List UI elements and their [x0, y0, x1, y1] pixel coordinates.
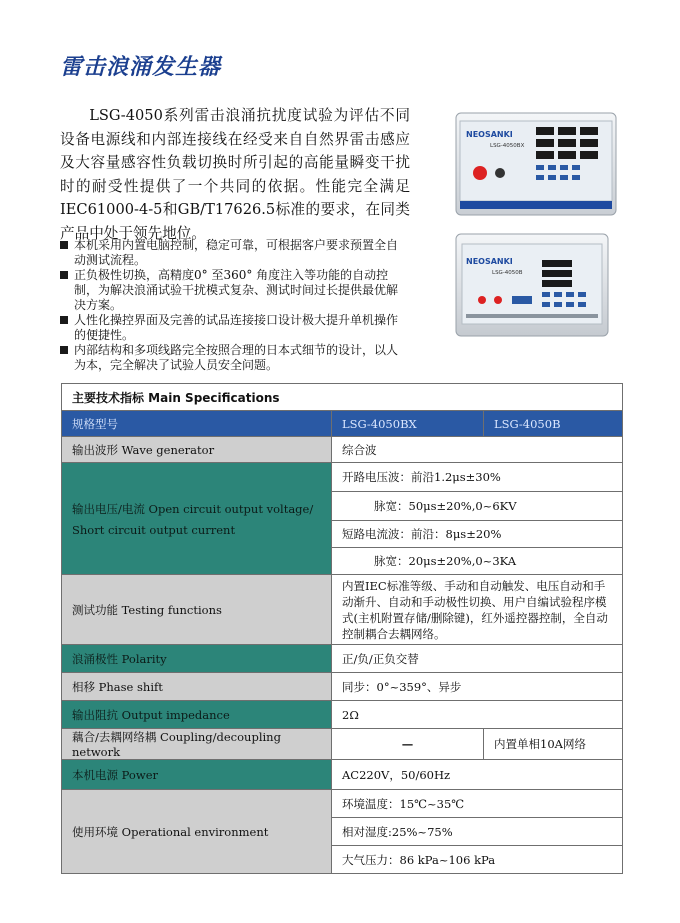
spec-table-header: 主要技术指标 Main Specifications — [62, 384, 623, 411]
phase-value: 同步：0°~359°、异步 — [332, 673, 623, 701]
cdn-value-bx: — — [332, 729, 484, 760]
output-label: 输出电压/电流 Open circuit output voltage/ Short circuit output current — [62, 463, 332, 575]
product-image-lsg-4050bx — [454, 111, 618, 221]
feature-item: 正负极性切换，高精度0° 至360° 角度注入等功能的自动控制，为解决浪涌试验干扰模式复杂、测试时间过长提供最优解决方案。 — [60, 268, 404, 313]
phase-label: 相移 Phase shift — [62, 673, 332, 701]
polarity-value: 正/负/正负交替 — [332, 645, 623, 673]
power-value: AC220V，50/60Hz — [332, 760, 623, 790]
wave-value: 综合波 — [332, 437, 623, 463]
product-brand-2: NEOSANKI — [466, 257, 513, 266]
environment-temp: 环境温度：15℃~35℃ — [332, 790, 623, 818]
polarity-label: 浪涌极性 Polarity — [62, 645, 332, 673]
bullet-square-icon — [60, 316, 68, 324]
impedance-value: 2Ω — [332, 701, 623, 729]
page-title: 雷击浪涌发生器 — [60, 55, 222, 80]
feature-item: 内部结构和多项线路完全按照合理的日本式细节的设计，以人为本，完全解决了试验人员安全问题。 — [60, 343, 404, 373]
feature-item: 人性化操控界面及完善的试品连接接口设计极大提升单机操作的便捷性。 — [60, 313, 404, 343]
product-image-lsg-4050b — [452, 230, 612, 340]
bullet-square-icon — [60, 271, 68, 279]
intro-paragraph: LSG-4050系列雷击浪涌抗扰度试验为评估不同设备电源线和内部连接线在经受来自自然界雷击感应及大容量感容性负载切换时所引起的高能量瞬变干扰时的耐受性提供了一个共同的依据。性能完全满足IEC61000-4-5和GB/T17626.5标准的要求，在同类产品中处于领先地位。 — [60, 107, 410, 242]
impedance-label: 输出阻抗 Output impedance — [62, 701, 332, 729]
model-bx: LSG-4050BX — [332, 411, 484, 437]
product-model-2: LSG-4050B — [492, 270, 523, 276]
cdn-label: 藕合/去耦网络耦 Coupling/decoupling network — [62, 729, 332, 760]
output-value-4: 脉宽：20μs±20%,0~3KA — [332, 548, 623, 575]
feature-list — [60, 238, 404, 373]
product-brand-1: NEOSANKI — [466, 130, 513, 139]
output-value-2: 脉宽：50μs±20%,0~6KV — [332, 492, 623, 521]
testing-label: 测试功能 Testing functions — [62, 575, 332, 645]
model-label: 规格型号 — [62, 411, 332, 437]
cdn-value-b: 内置单相10A网络 — [484, 729, 623, 760]
power-label: 本机电源 Power — [62, 760, 332, 790]
environment-pressure: 大气压力：86 kPa~106 kPa — [332, 846, 623, 874]
wave-label: 输出波形 Wave generator — [62, 437, 332, 463]
bullet-square-icon — [60, 346, 68, 354]
model-b: LSG-4050B — [484, 411, 623, 437]
output-value-1: 开路电压波：前沿1.2μs±30% — [332, 463, 623, 492]
feature-item: 本机采用内置电脑控制，稳定可靠，可根据客户要求预置全自动测试流程。 — [60, 238, 404, 268]
environment-humidity: 相对湿度:25%~75% — [332, 818, 623, 846]
bullet-square-icon — [60, 241, 68, 249]
spec-table — [61, 383, 623, 874]
testing-value: 内置IEC标准等级、手动和自动触发、电压自动和手动渐升、自动和手动极性切换、用户自编试验程序模式(主机附置存储/删除键)，红外遥控器控制，全自动控制耦合去耦网络。 — [332, 575, 623, 645]
output-value-3: 短路电流波：前沿：8μs±20% — [332, 521, 623, 548]
environment-label: 使用环境 Operational environment — [62, 790, 332, 874]
product-model-1: LSG-4050BX — [490, 143, 525, 149]
